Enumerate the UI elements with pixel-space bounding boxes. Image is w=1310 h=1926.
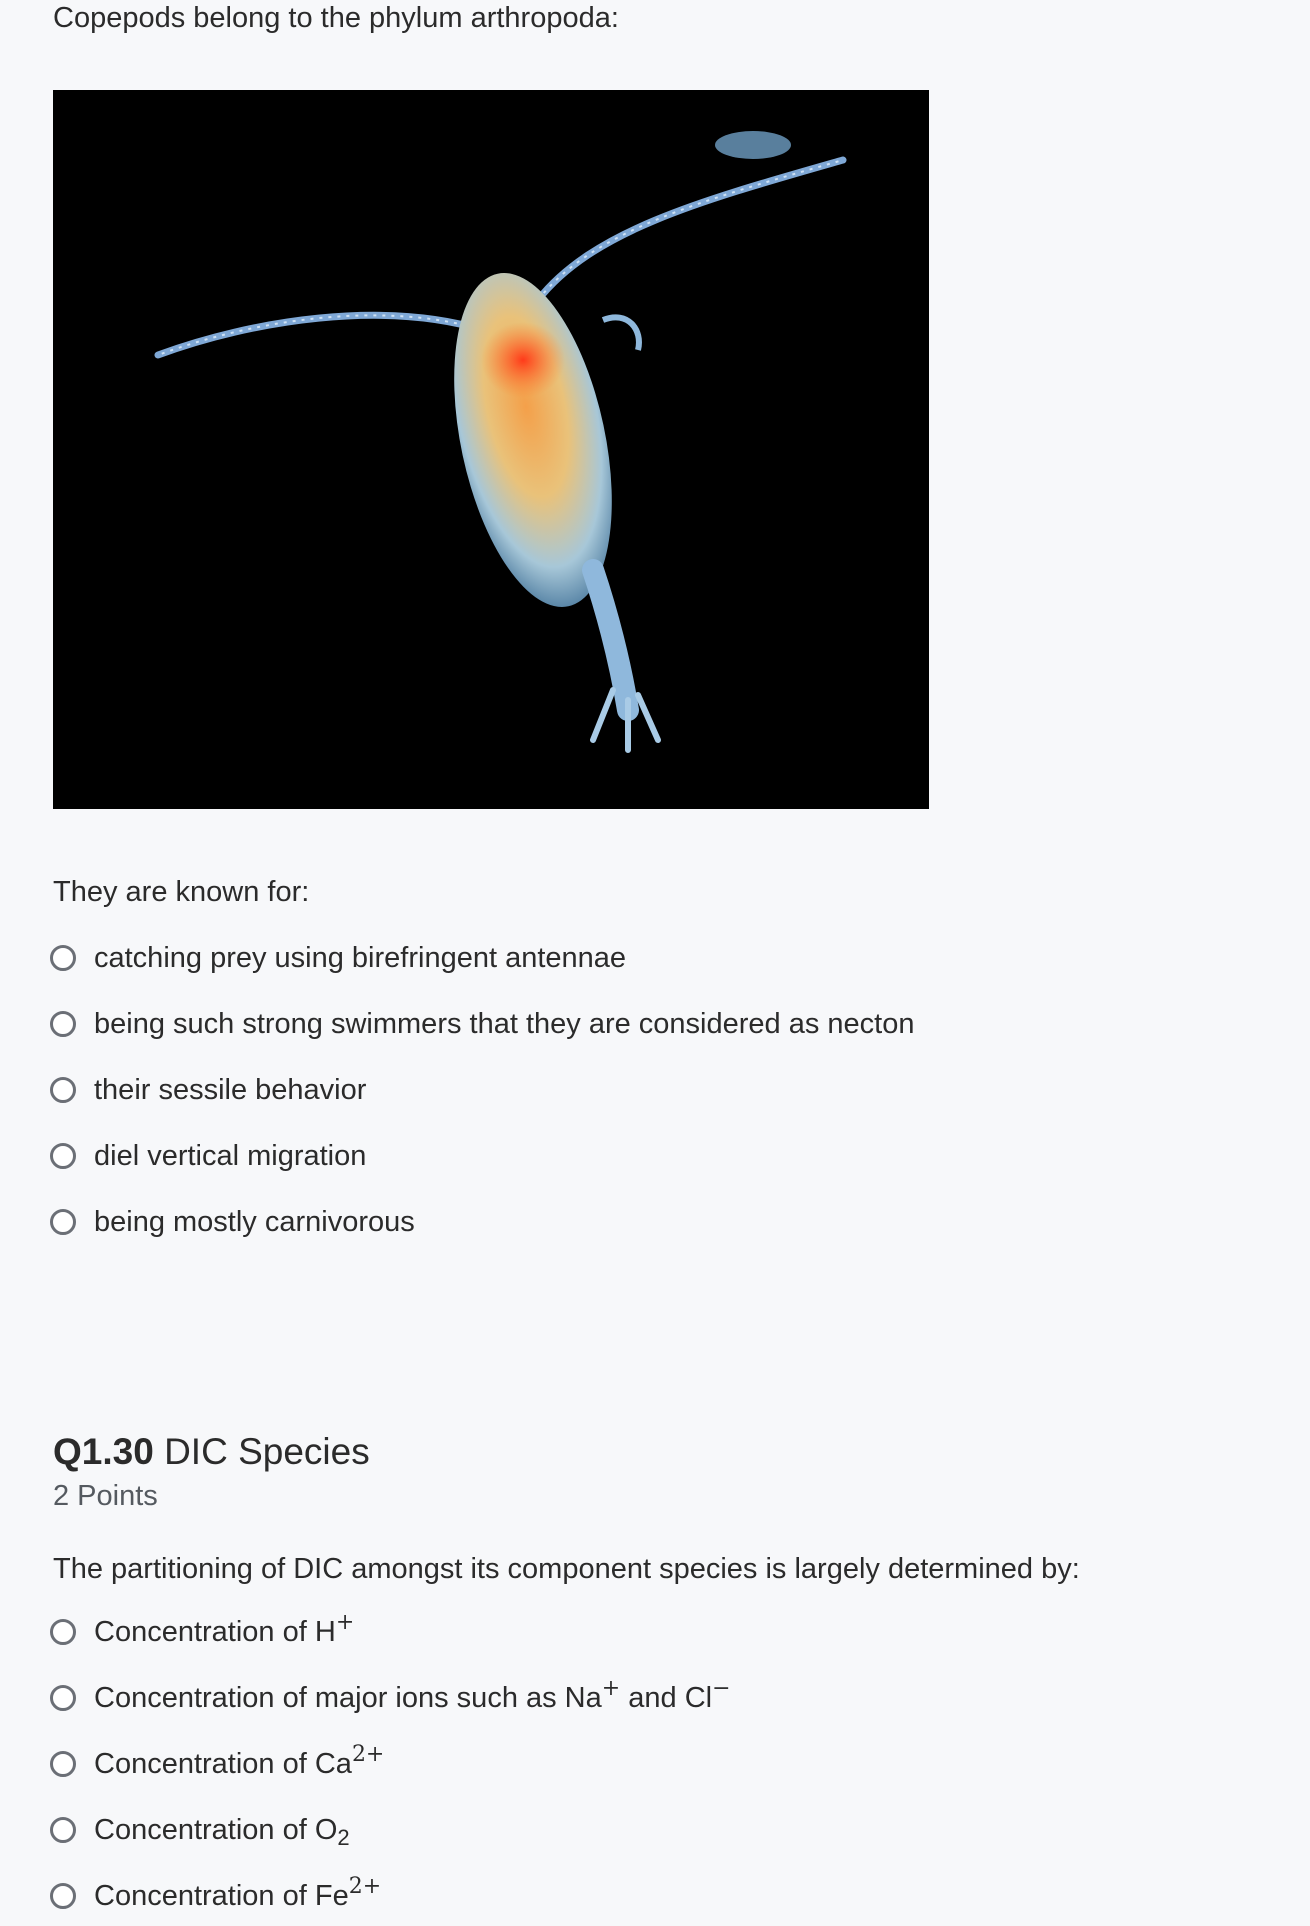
question-heading bbox=[53, 1430, 370, 1474]
option-carnivorous[interactable] bbox=[50, 1202, 415, 1242]
option-label: being such strong swimmers that they are considered as necton bbox=[94, 1008, 915, 1040]
question-number: Q1.30 bbox=[53, 1431, 154, 1472]
option-antennae[interactable] bbox=[50, 938, 626, 978]
copepod-image bbox=[53, 90, 929, 809]
radio-button-icon[interactable] bbox=[50, 1011, 76, 1037]
option-vertical-migration[interactable] bbox=[50, 1136, 366, 1176]
radio-button-icon[interactable] bbox=[50, 1751, 76, 1777]
option-necton[interactable] bbox=[50, 1004, 914, 1044]
option-label: diel vertical migration bbox=[94, 1140, 367, 1172]
option-sessile[interactable] bbox=[50, 1070, 366, 1110]
radio-button-icon[interactable] bbox=[50, 1817, 76, 1843]
option-iron[interactable] bbox=[50, 1876, 381, 1916]
question-prompt: The partitioning of DIC amongst its component species is largely determined by: bbox=[53, 1553, 1080, 1585]
option-major-ions[interactable] bbox=[50, 1678, 731, 1718]
option-label: being mostly carnivorous bbox=[94, 1206, 415, 1238]
option-label: Concentration of $O_2$ bbox=[94, 1814, 350, 1850]
option-label: Concentration of $Fe^{2+}$ bbox=[94, 1874, 382, 1912]
radio-button-icon[interactable] bbox=[50, 1883, 76, 1909]
radio-button-icon[interactable] bbox=[50, 1077, 76, 1103]
option-label: catching prey using birefringent antennae bbox=[94, 942, 627, 974]
option-hydrogen[interactable] bbox=[50, 1612, 354, 1652]
question-prompt: They are known for: bbox=[53, 876, 310, 908]
question-intro: Copepods belong to the phylum arthropoda: bbox=[53, 2, 619, 34]
option-oxygen[interactable] bbox=[50, 1810, 350, 1850]
question-title: DIC Species bbox=[164, 1431, 370, 1472]
radio-button-icon[interactable] bbox=[50, 945, 76, 971]
option-label: Concentration of H+ bbox=[94, 1610, 355, 1648]
option-label: Concentration of major ions such as Na+ and Cl− bbox=[94, 1676, 731, 1714]
option-label: their sessile behavior bbox=[94, 1074, 367, 1106]
option-calcium[interactable] bbox=[50, 1744, 384, 1784]
radio-button-icon[interactable] bbox=[50, 1619, 76, 1645]
radio-button-icon[interactable] bbox=[50, 1143, 76, 1169]
radio-button-icon[interactable] bbox=[50, 1209, 76, 1235]
option-label: Concentration of $Ca^{2+}$ bbox=[94, 1742, 385, 1780]
radio-button-icon[interactable] bbox=[50, 1685, 76, 1711]
question-points: 2 Points bbox=[53, 1480, 158, 1512]
